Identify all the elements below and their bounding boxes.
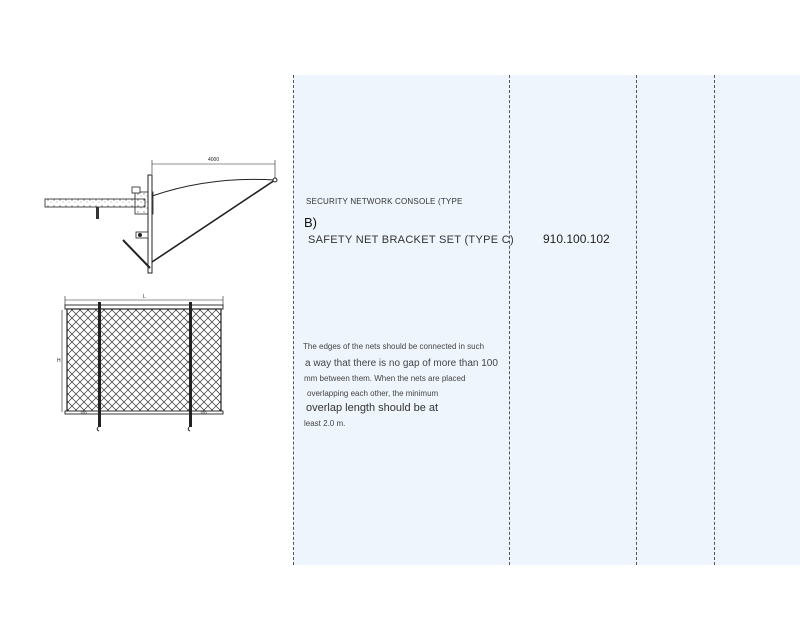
product-title-main: SAFETY NET BRACKET SET (TYPE C) <box>308 234 514 246</box>
dimension-width-label: L <box>143 294 146 300</box>
vertical-post <box>148 175 152 273</box>
bracket-side-view <box>45 157 277 273</box>
table-column-code <box>509 75 636 565</box>
note-line-2: a way that there is no gap of more than 100 <box>305 358 498 369</box>
note-line-1: The edges of the nets should be connected in such <box>303 342 485 351</box>
lower-strut <box>123 240 150 268</box>
note-line-5: overlap length should be at <box>306 402 439 414</box>
dimension-bottom-left-label: 150 <box>80 410 87 415</box>
anchor-bolt <box>96 207 99 219</box>
note-line-4: overlapping each other, the minimum <box>307 389 439 398</box>
net-cable <box>152 179 275 196</box>
net-mesh <box>67 309 221 412</box>
dimension-bottom-right-label: 150 <box>200 410 207 415</box>
table-column-blank-2 <box>714 75 800 565</box>
product-title-line-2: B) <box>304 215 317 230</box>
dimension-top-label: 4000 <box>208 157 220 163</box>
net-front-view <box>57 294 223 431</box>
net-support-left <box>98 302 101 427</box>
product-code: 910.100.102 <box>543 232 610 246</box>
diagonal-arm <box>152 180 275 262</box>
technical-drawing <box>40 150 285 435</box>
top-clamp <box>132 187 140 193</box>
concrete-slab <box>45 199 145 207</box>
note-line-6: least 2.0 m. <box>304 419 346 428</box>
table-column-description <box>293 75 509 565</box>
net-support-right <box>189 302 192 427</box>
dimension-side-label: H <box>57 358 61 364</box>
product-title-line-1: SECURITY NETWORK CONSOLE (TYPE <box>306 197 463 206</box>
note-line-3: mm between them. When the nets are placed <box>304 374 466 383</box>
net-top-rail <box>65 305 223 309</box>
arm-tip <box>273 178 277 182</box>
clamp-bolt <box>138 233 142 237</box>
table-column-blank-1 <box>636 75 714 565</box>
